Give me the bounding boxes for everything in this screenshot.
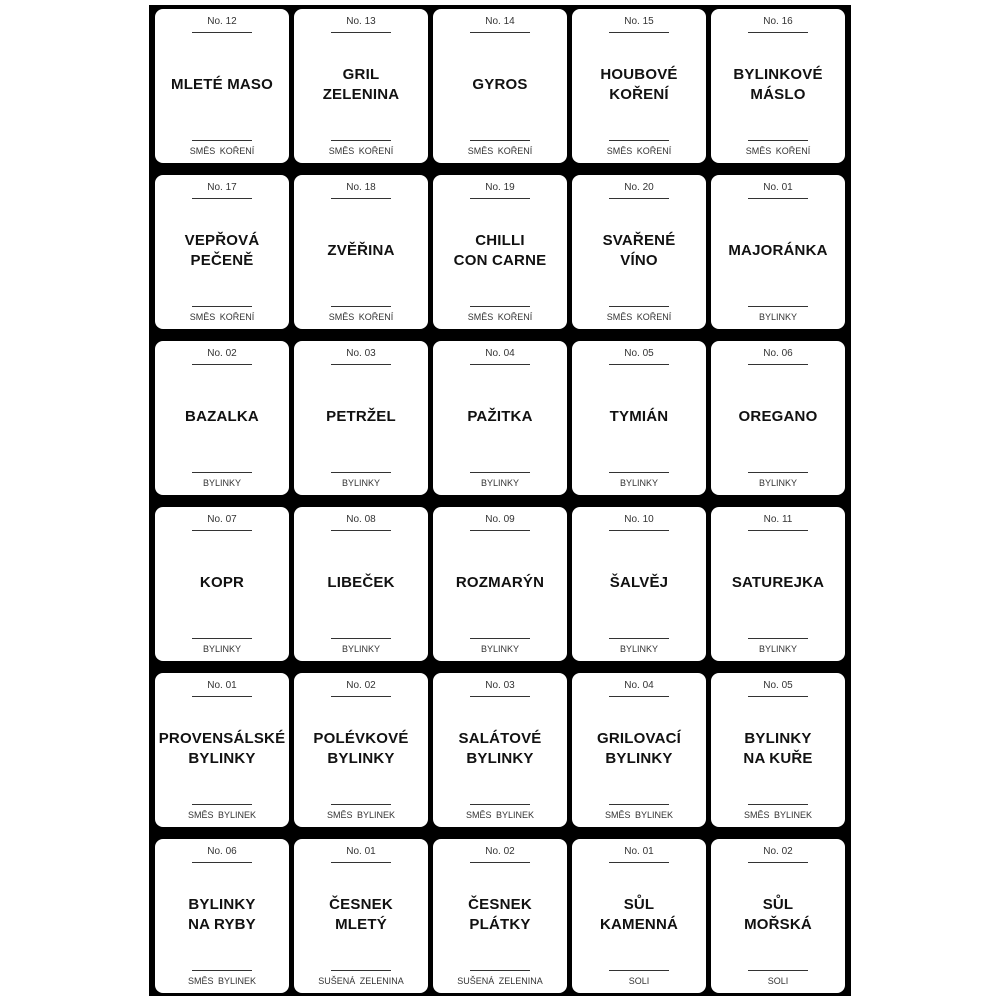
label-name: SŮL MOŘSKÁ: [744, 896, 812, 933]
top-divider: [470, 198, 530, 199]
spice-label: [433, 341, 567, 495]
spice-label: [155, 341, 289, 495]
label-category: SMĚS BYLINEK: [326, 810, 396, 820]
bottom-divider: [748, 804, 808, 805]
label-number: No. 02: [207, 348, 237, 359]
top-divider: [609, 696, 669, 697]
label-grid: [155, 9, 845, 993]
top-divider: [331, 364, 391, 365]
bottom-divider: [609, 970, 669, 971]
label-name: GRIL ZELENINA: [322, 66, 400, 103]
label-number: No. 17: [207, 182, 237, 193]
label-category: SMĚS BYLINEK: [465, 810, 535, 820]
label-name: KOPR: [199, 574, 245, 591]
top-divider: [609, 862, 669, 863]
label-name: SŮL KAMENNÁ: [599, 896, 679, 933]
label-name: PETRŽEL: [326, 408, 396, 425]
label-name: SALÁTOVÉ BYLINKY: [458, 730, 542, 767]
spice-label: [711, 839, 845, 993]
spice-label: [433, 175, 567, 329]
bottom-divider: [609, 306, 669, 307]
bottom-divider: [609, 140, 669, 141]
spice-label: [155, 507, 289, 661]
spice-label: [294, 175, 428, 329]
top-divider: [609, 32, 669, 33]
label-category: BYLINKY: [341, 644, 381, 654]
top-divider: [331, 32, 391, 33]
top-divider: [192, 530, 252, 531]
bottom-divider: [470, 638, 530, 639]
label-category: SMĚS KOŘENÍ: [467, 312, 533, 322]
bottom-divider: [192, 306, 252, 307]
label-category: BYLINKY: [619, 644, 659, 654]
label-category: BYLINKY: [758, 644, 798, 654]
bottom-divider: [748, 638, 808, 639]
spice-label: [155, 673, 289, 827]
label-name: ČESNEK MLETÝ: [329, 896, 393, 933]
spice-label: [572, 839, 706, 993]
top-divider: [748, 696, 808, 697]
label-category: SMĚS KOŘENÍ: [606, 312, 672, 322]
label-number: No. 01: [763, 182, 793, 193]
bottom-divider: [192, 472, 252, 473]
label-category: SMĚS KOŘENÍ: [328, 146, 394, 156]
bottom-divider: [609, 472, 669, 473]
label-name: ČESNEK PLÁTKY: [468, 896, 532, 933]
label-name: ZVĚŘINA: [327, 242, 395, 259]
label-sheet: [149, 5, 851, 996]
label-number: No. 05: [624, 348, 654, 359]
bottom-divider: [331, 472, 391, 473]
spice-label: [433, 839, 567, 993]
label-name: ROZMARÝN: [455, 574, 545, 591]
label-name: BYLINKOVÉ MÁSLO: [733, 66, 823, 103]
spice-label: [433, 507, 567, 661]
label-name: HOUBOVÉ KOŘENÍ: [600, 66, 678, 103]
spice-label: [711, 341, 845, 495]
label-category: SMĚS KOŘENÍ: [606, 146, 672, 156]
top-divider: [331, 696, 391, 697]
label-name: PROVENSÁLSKÉ BYLINKY: [158, 730, 286, 767]
top-divider: [748, 32, 808, 33]
label-category: SMĚS BYLINEK: [604, 810, 674, 820]
spice-label: [155, 9, 289, 163]
label-number: No. 13: [346, 16, 376, 27]
top-divider: [609, 530, 669, 531]
label-name: GYROS: [472, 76, 528, 93]
top-divider: [470, 530, 530, 531]
top-divider: [470, 696, 530, 697]
bottom-divider: [470, 306, 530, 307]
spice-label: [572, 341, 706, 495]
label-name: BYLINKY NA RYBY: [188, 896, 256, 933]
label-number: No. 01: [346, 846, 376, 857]
bottom-divider: [748, 472, 808, 473]
label-name: GRILOVACÍ BYLINKY: [596, 730, 682, 767]
top-divider: [470, 862, 530, 863]
label-category: BYLINKY: [480, 644, 520, 654]
label-category: SMĚS KOŘENÍ: [189, 146, 255, 156]
label-name: TYMIÁN: [609, 408, 669, 425]
spice-label: [294, 9, 428, 163]
top-divider: [192, 364, 252, 365]
label-category: BYLINKY: [341, 478, 381, 488]
label-number: No. 08: [346, 514, 376, 525]
label-number: No. 07: [207, 514, 237, 525]
bottom-divider: [470, 804, 530, 805]
spice-label: [294, 673, 428, 827]
bottom-divider: [470, 140, 530, 141]
top-divider: [331, 530, 391, 531]
top-divider: [331, 198, 391, 199]
spice-label: [711, 673, 845, 827]
label-name: BYLINKY NA KUŘE: [743, 730, 813, 767]
label-category: SMĚS KOŘENÍ: [328, 312, 394, 322]
label-number: No. 03: [485, 680, 515, 691]
label-number: No. 06: [207, 846, 237, 857]
top-divider: [609, 364, 669, 365]
label-category: SOLI: [767, 976, 789, 986]
spice-label: [711, 507, 845, 661]
label-name: VEPŘOVÁ PEČENĚ: [184, 232, 260, 269]
label-number: No. 02: [485, 846, 515, 857]
label-category: BYLINKY: [758, 312, 798, 322]
label-number: No. 18: [346, 182, 376, 193]
label-name: SATUREJKA: [731, 574, 825, 591]
label-number: No. 12: [207, 16, 237, 27]
top-divider: [470, 32, 530, 33]
label-name: MLETÉ MASO: [171, 76, 273, 93]
label-category: BYLINKY: [480, 478, 520, 488]
label-name: PAŽITKA: [467, 408, 533, 425]
bottom-divider: [748, 306, 808, 307]
top-divider: [192, 198, 252, 199]
top-divider: [748, 530, 808, 531]
bottom-divider: [748, 140, 808, 141]
spice-label: [294, 839, 428, 993]
label-number: No. 10: [624, 514, 654, 525]
label-number: No. 09: [485, 514, 515, 525]
top-divider: [331, 862, 391, 863]
bottom-divider: [331, 804, 391, 805]
bottom-divider: [609, 638, 669, 639]
bottom-divider: [331, 140, 391, 141]
label-category: SUŠENÁ ZELENINA: [318, 976, 404, 986]
spice-label: [711, 9, 845, 163]
label-number: No. 01: [624, 846, 654, 857]
label-number: No. 20: [624, 182, 654, 193]
label-name: BAZALKA: [185, 408, 259, 425]
label-category: BYLINKY: [202, 644, 242, 654]
spice-label: [433, 9, 567, 163]
spice-label: [711, 175, 845, 329]
top-divider: [192, 32, 252, 33]
label-number: No. 01: [207, 680, 237, 691]
bottom-divider: [331, 306, 391, 307]
bottom-divider: [192, 638, 252, 639]
top-divider: [192, 862, 252, 863]
label-category: SMĚS KOŘENÍ: [745, 146, 811, 156]
label-number: No. 11: [763, 514, 793, 525]
label-name: POLÉVKOVÉ BYLINKY: [313, 730, 409, 767]
bottom-divider: [192, 140, 252, 141]
label-number: No. 06: [763, 348, 793, 359]
spice-label: [572, 673, 706, 827]
bottom-divider: [470, 970, 530, 971]
label-number: No. 03: [346, 348, 376, 359]
label-category: BYLINKY: [202, 478, 242, 488]
label-name: CHILLI CON CARNE: [453, 232, 547, 269]
label-name: LIBEČEK: [327, 574, 395, 591]
label-number: No. 02: [346, 680, 376, 691]
top-divider: [470, 364, 530, 365]
spice-label: [433, 673, 567, 827]
label-number: No. 16: [763, 16, 793, 27]
top-divider: [748, 364, 808, 365]
spice-label: [572, 507, 706, 661]
label-name: OREGANO: [738, 408, 818, 425]
spice-label: [294, 507, 428, 661]
bottom-divider: [192, 970, 252, 971]
spice-label: [155, 175, 289, 329]
bottom-divider: [609, 804, 669, 805]
bottom-divider: [470, 472, 530, 473]
bottom-divider: [331, 970, 391, 971]
bottom-divider: [748, 970, 808, 971]
label-category: SMĚS BYLINEK: [187, 976, 257, 986]
label-number: No. 05: [763, 680, 793, 691]
bottom-divider: [192, 804, 252, 805]
label-name: ŠALVĚJ: [609, 574, 669, 591]
label-number: No. 04: [485, 348, 515, 359]
label-number: No. 14: [485, 16, 515, 27]
label-category: SMĚS KOŘENÍ: [467, 146, 533, 156]
label-category: SMĚS BYLINEK: [187, 810, 257, 820]
top-divider: [609, 198, 669, 199]
top-divider: [192, 696, 252, 697]
label-category: SMĚS BYLINEK: [743, 810, 813, 820]
top-divider: [748, 198, 808, 199]
label-number: No. 02: [763, 846, 793, 857]
label-category: SUŠENÁ ZELENINA: [457, 976, 543, 986]
spice-label: [572, 175, 706, 329]
label-name: SVAŘENÉ VÍNO: [602, 232, 676, 269]
label-number: No. 15: [624, 16, 654, 27]
spice-label: [294, 341, 428, 495]
label-number: No. 04: [624, 680, 654, 691]
bottom-divider: [331, 638, 391, 639]
top-divider: [748, 862, 808, 863]
label-category: BYLINKY: [758, 478, 798, 488]
spice-label: [572, 9, 706, 163]
label-category: SOLI: [628, 976, 650, 986]
label-number: No. 19: [485, 182, 515, 193]
spice-label: [155, 839, 289, 993]
label-category: BYLINKY: [619, 478, 659, 488]
label-category: SMĚS KOŘENÍ: [189, 312, 255, 322]
label-name: MAJORÁNKA: [728, 242, 828, 259]
